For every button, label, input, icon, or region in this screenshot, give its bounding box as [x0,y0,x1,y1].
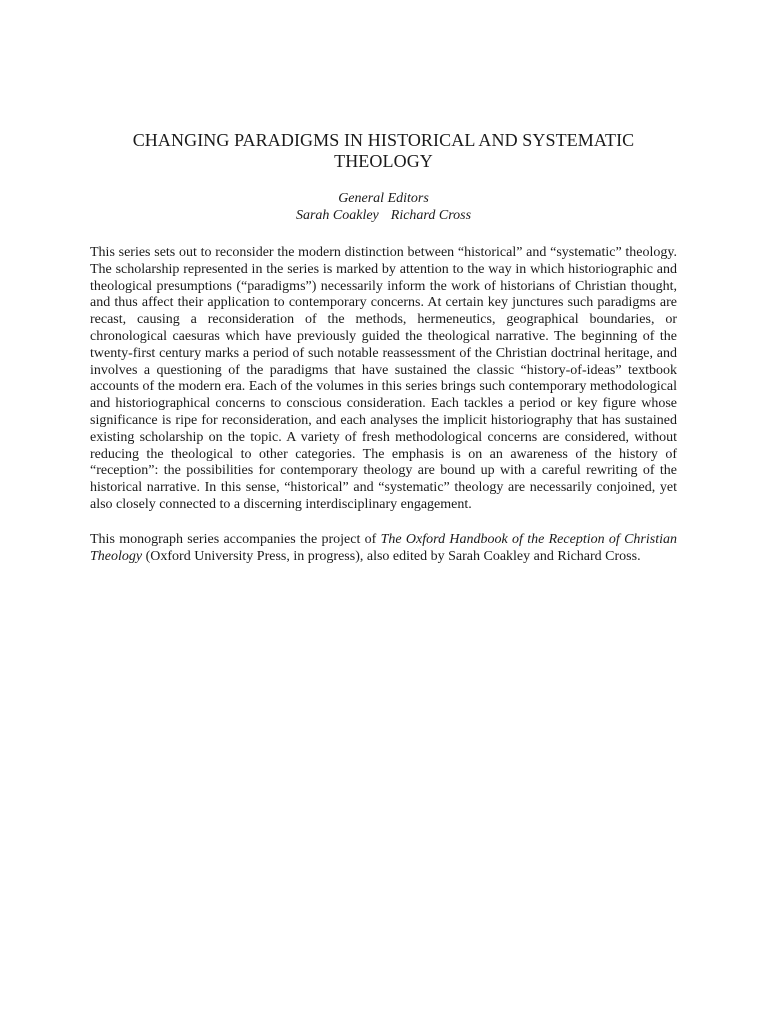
general-editors-heading: General Editors [338,191,429,206]
companion-tail-text: (Oxford University Press, in progress), also edited by Sarah Coakley and Richard Cross. [142,548,641,564]
handbook-title: The Oxford Handbook of the Reception of Christian Theology [90,531,677,564]
editor-name: Sarah Coakley [295,208,379,223]
companion-lead-text: This monograph series accompanies the project of [90,531,381,547]
series-description-paragraph: This series sets out to reconsider the modern distinction between “historical” and “systematic” theology. The scholarship represented in the series is marked by attention to the way in which historiographic and theological presumptions (“paradigms”) necessarily inform the work of historians of Christian thought, and thus affect their application to contemporary concerns. At certain key junctures such paradigms are recast, causing a reconsideration of the methods, hermeneutics, geographical boundaries, or chronological caesuras which have previously guided the theological narrative. The beginning of the twenty-first century marks a period of such notable reassessment of the Christian doctrinal heritage, and involves a questioning of the paradigms that have sustained the classic “history-of-ideas” textbook accounts of the modern era. Each of the volumes in this series brings such contemporary methodological and historiographical concerns to conscious consideration. Each tackles a period or key figure whose significance is ripe for reconsideration, and each analyses the implicit historiography that has sustained existing scholarship on the topic. A variety of fresh methodological concerns are considered, without reducing the theological to other categories. The emphasis is on an awareness of the history of “reception”: the possibilities for contemporary theology are bound up with a careful rewriting of the historical narrative. In this sense, “historical” and “systematic” theology are necessarily conjoined, yet also closely connected to a discerning interdisciplinary engagement. [90,245,677,512]
editor-name: Richard Cross [390,208,472,223]
companion-project-paragraph [90,532,677,566]
series-title: CHANGING PARADIGMS IN HISTORICAL AND SYSTEMATIC THEOLOGY [132,130,635,171]
editors-names [90,207,677,224]
series-page [90,0,677,565]
